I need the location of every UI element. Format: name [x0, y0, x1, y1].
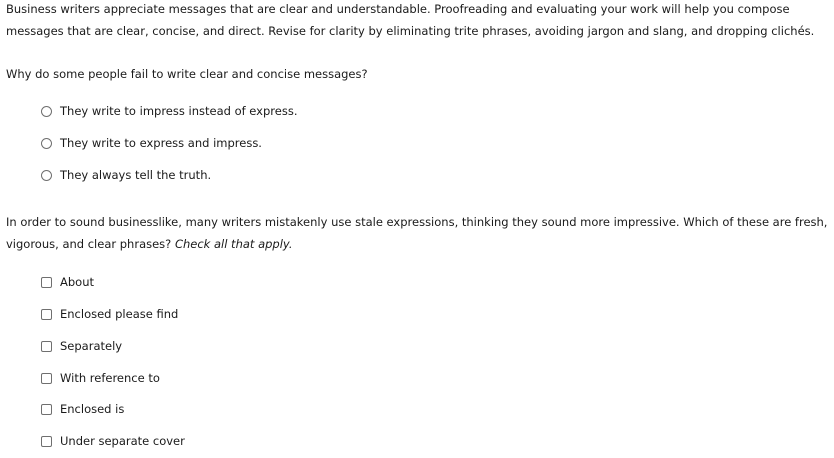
checkbox[interactable]: [41, 341, 52, 352]
option-label: They write to express and impress.: [60, 136, 262, 150]
option-label: Separately: [60, 339, 123, 353]
radio-button[interactable]: [41, 106, 52, 117]
question-2-option-5[interactable]: [41, 401, 124, 417]
option-label: They write to impress instead of express.: [60, 104, 298, 118]
option-label: Enclosed please find: [60, 307, 179, 321]
question-2-instruction: Check all that apply.: [174, 237, 293, 251]
question-2-option-1[interactable]: [41, 274, 94, 290]
checkbox[interactable]: [41, 309, 52, 320]
question-2-option-6[interactable]: [41, 433, 185, 449]
option-label: Under separate cover: [60, 434, 185, 448]
checkbox[interactable]: [41, 436, 52, 447]
question-2-option-2[interactable]: [41, 306, 178, 322]
checkbox[interactable]: [41, 373, 52, 384]
option-label: They always tell the truth.: [60, 168, 212, 182]
question-2-option-3[interactable]: [41, 338, 122, 354]
checkbox[interactable]: [41, 277, 52, 288]
radio-button[interactable]: [41, 170, 52, 181]
question-1-prompt: [6, 63, 830, 85]
question-2-option-4[interactable]: [41, 370, 160, 386]
intro-text: Business writers appreciate messages that are clear and understandable. Proofreading and evaluating your work will help you compose messages that are clear, concise, and direct. Revise for clarity by eliminating trite phrases, avoiding jargon and slang, and dropping clichés.: [6, 2, 815, 38]
checkbox[interactable]: [41, 404, 52, 415]
option-label: With reference to: [60, 371, 160, 385]
question-1-option-3[interactable]: [41, 167, 211, 183]
question-1-option-2[interactable]: [41, 135, 262, 151]
question-1-prompt-text: Why do some people fail to write clear and concise messages?: [6, 67, 368, 81]
question-1-option-1[interactable]: [41, 103, 297, 119]
option-label: Enclosed is: [60, 402, 125, 416]
option-label: About: [60, 275, 95, 289]
radio-button[interactable]: [41, 138, 52, 149]
question-2-prompt: [6, 211, 830, 255]
question-2-prompt-text: In order to sound businesslike, many writers mistakenly use stale expressions, thinking they sound more impressive. Which of these are fresh, vigorous, and clear phrases?: [6, 215, 828, 251]
